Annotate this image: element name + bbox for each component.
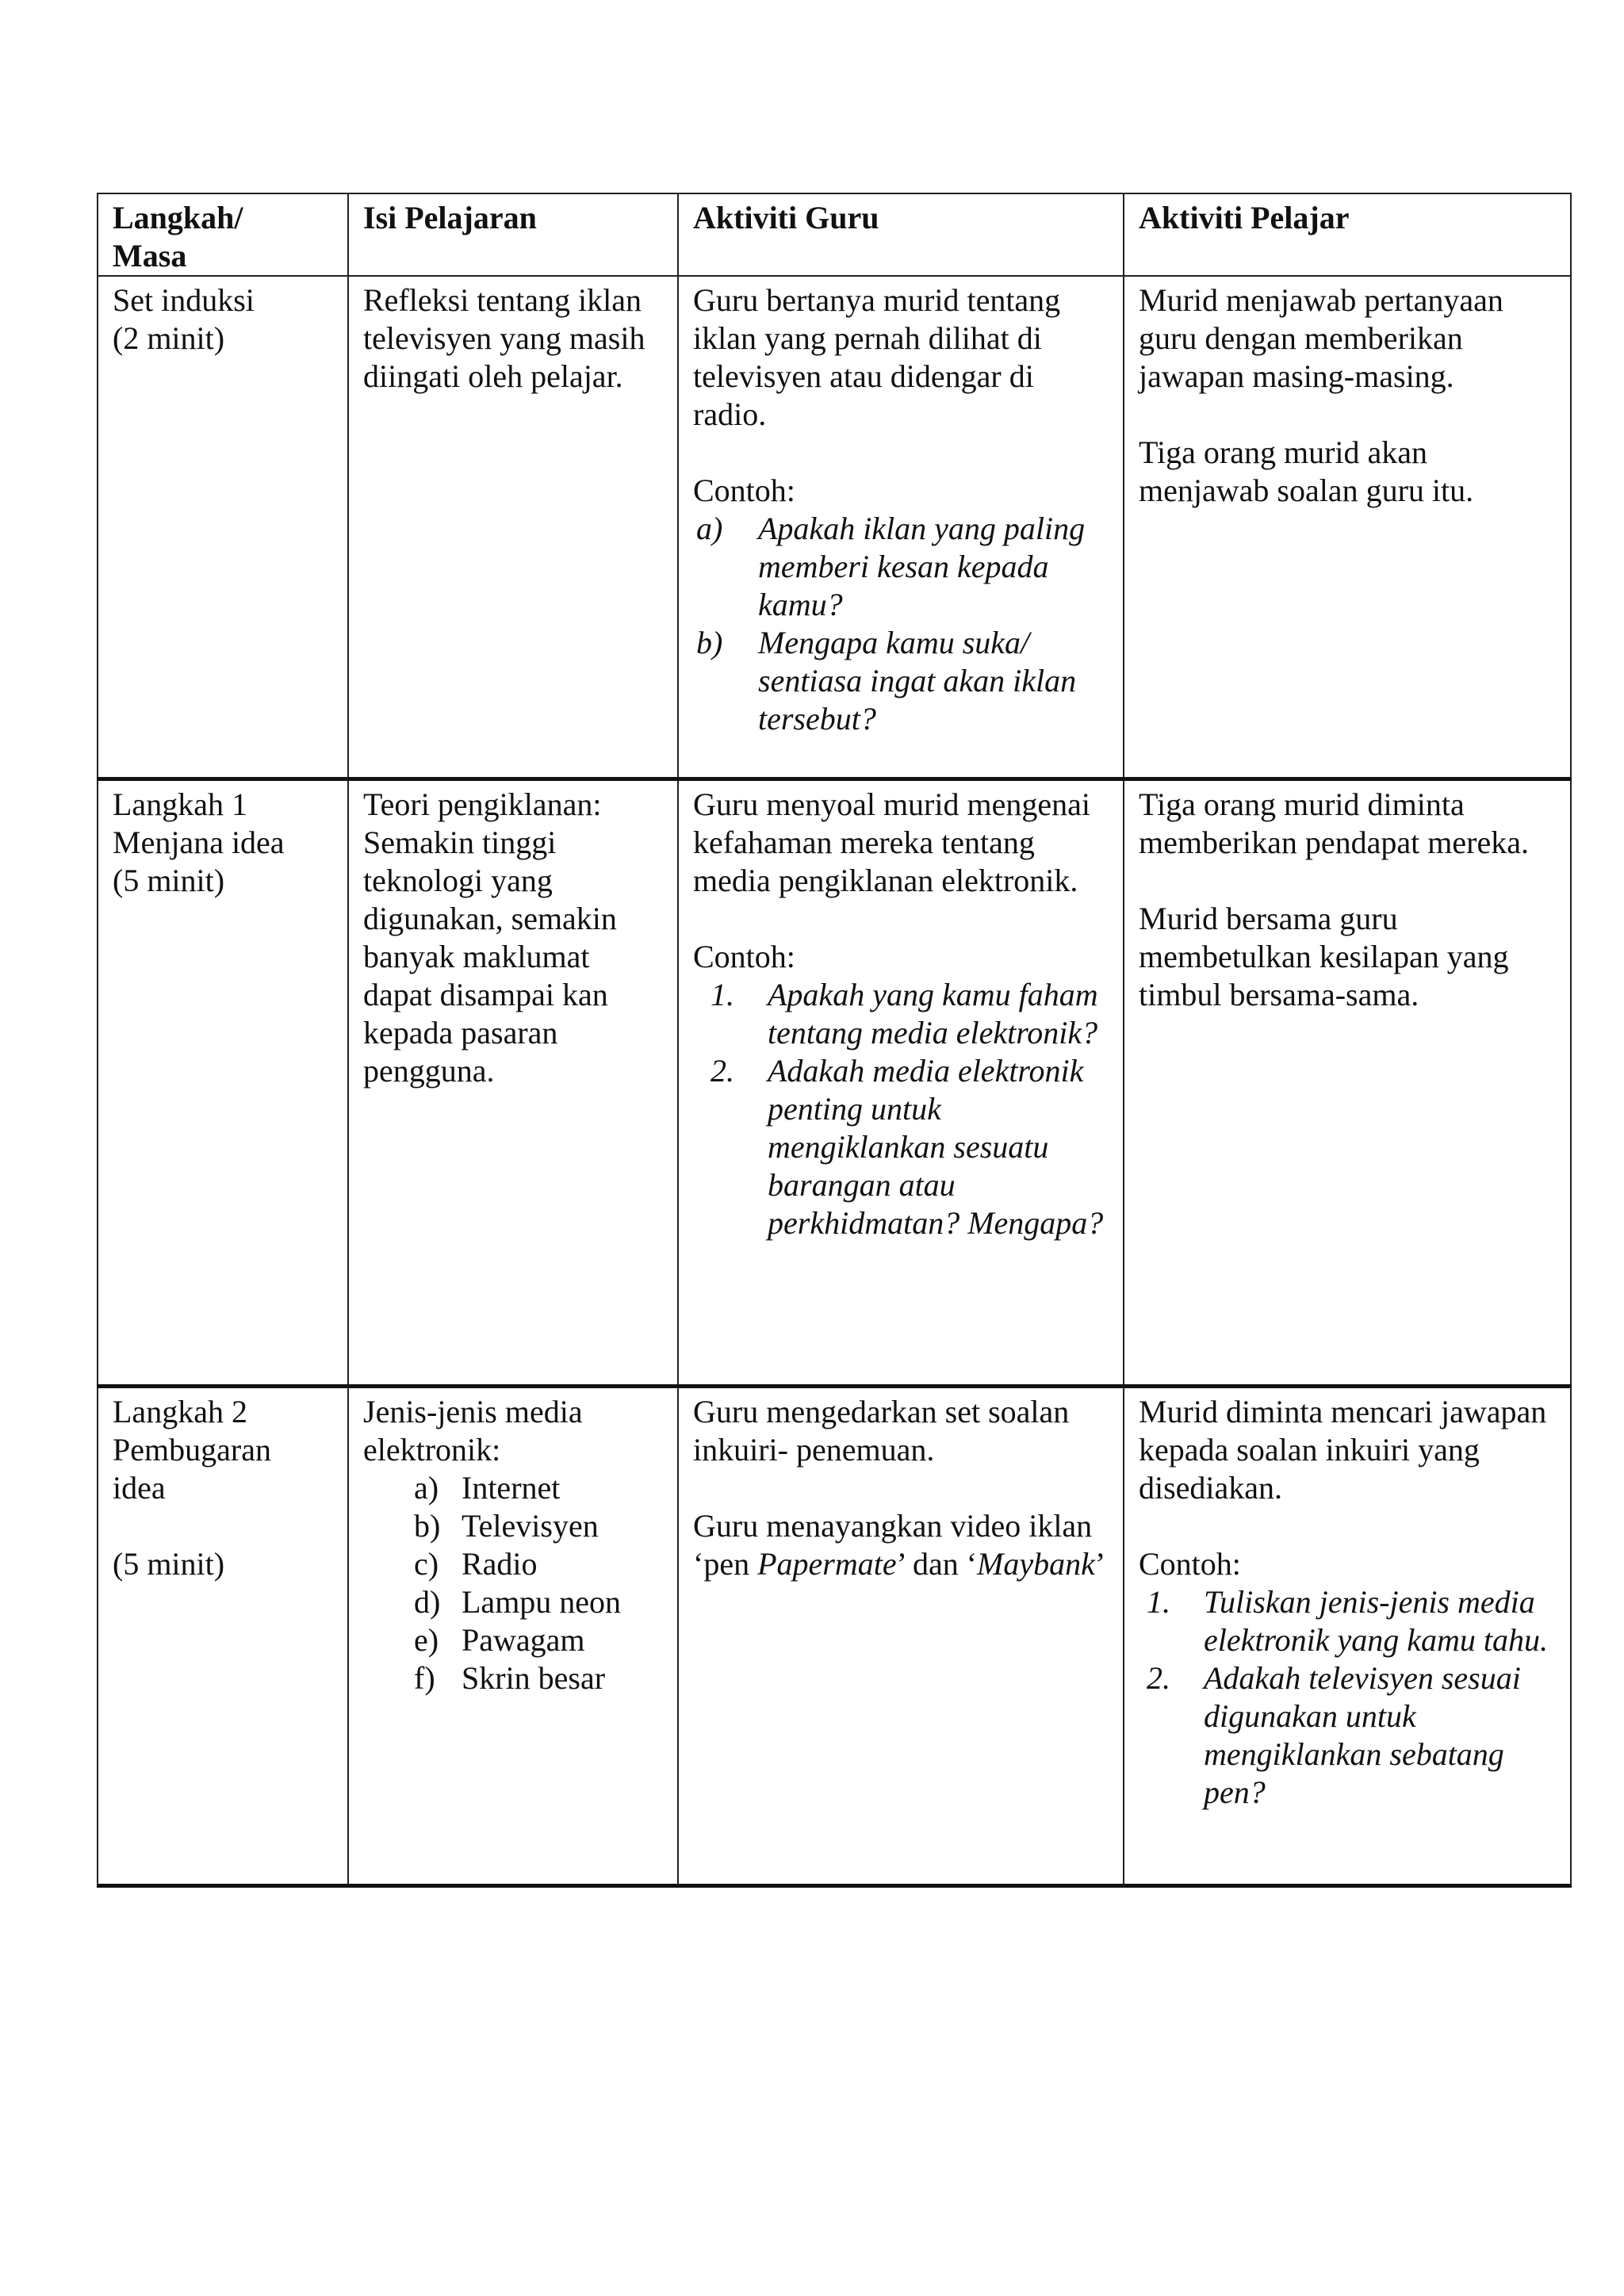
cell-langkah: Langkah 2 Pembugaran idea (5 minit) xyxy=(98,1386,348,1885)
cell-guru: Guru bertanya murid tentang iklan yang pernah dilihat di televisyen atau didengar di radio. Contoh: a) Apakah iklan yang paling memberi kesan kepada kamu? b) Mengapa kamu suka/ sentiasa ingat akan iklan tersebut? xyxy=(678,276,1124,779)
header-aktiviti-guru: Aktiviti Guru xyxy=(678,193,1124,276)
table-row xyxy=(98,1386,1571,1885)
header-aktiviti-pelajar: Aktiviti Pelajar xyxy=(1124,193,1571,276)
list-item: b) Televisyen xyxy=(414,1507,599,1544)
cell-guru: Guru mengedarkan set soalan inkuiri- penemuan. Guru menayangkan video iklan ‘pen Papermate’ dan ‘Maybank’ xyxy=(678,1386,1124,1885)
cell-pelajar: Tiga orang murid diminta memberikan pendapat mereka. Murid bersama guru membetulkan kesilapan yang timbul bersama-sama. xyxy=(1124,779,1571,1386)
header-langkah-masa: Langkah/ Masa xyxy=(98,193,348,276)
list-item: b) Mengapa kamu suka/ sentiasa ingat akan iklan tersebut? xyxy=(696,625,1077,737)
cell-pelajar: Murid menjawab pertanyaan guru dengan memberikan jawapan masing-masing. Tiga orang murid akan menjawab soalan guru itu. xyxy=(1124,276,1571,779)
cell-langkah: Langkah 1 Menjana idea (5 minit) xyxy=(98,779,348,1386)
table-row xyxy=(98,779,1571,1386)
header-isi-pelajaran: Isi Pelajaran xyxy=(348,193,678,276)
list-item: c) Radio xyxy=(414,1545,538,1582)
list-item: f) Skrin besar xyxy=(414,1659,606,1696)
list-item: 1. Apakah yang kamu faham tentang media elektronik? xyxy=(710,976,1098,1050)
list-item: d) Lampu neon xyxy=(414,1583,622,1620)
list-item: e) Pawagam xyxy=(414,1621,585,1658)
video-iklan-text: Guru menayangkan video iklan ‘pen Papermate’ dan ‘Maybank’ xyxy=(693,1507,1106,1582)
example-list xyxy=(693,510,1109,738)
cell-langkah: Set induksi (2 minit) xyxy=(98,276,348,779)
list-item: a) Apakah iklan yang paling memberi kesan kepada kamu? xyxy=(696,511,1086,622)
cell-isi: Teori pengiklanan: Semakin tinggi teknologi yang digunakan, semakin banyak maklumat dapat disampai kan kepada pasaran pengguna. xyxy=(348,779,678,1386)
example-list xyxy=(1139,1583,1556,1812)
cell-isi: Jenis-jenis media elektronik: a) Internet b) Televisyen c) Radio d) Lampu neon e) Pawagam f) Skrin besar xyxy=(348,1386,678,1885)
example-list xyxy=(693,976,1109,1242)
list-item: 2. Adakah televisyen sesuai digunakan untuk mengiklankan sebatang pen? xyxy=(1147,1659,1521,1810)
header-row xyxy=(98,193,1571,276)
table-row xyxy=(98,276,1571,779)
list-item: 2. Adakah media elektronik penting untuk mengiklankan sesuatu barangan atau perkhidmatan? Mengapa? xyxy=(710,1052,1104,1241)
cell-isi: Refleksi tentang iklan televisyen yang masih diingati oleh pelajar. xyxy=(348,276,678,779)
cell-guru: Guru menyoal murid mengenai kefahaman mereka tentang media pengiklanan elektronik. Contoh: 1. Apakah yang kamu faham tentang media elektronik? 2. Adakah media elektronik penting untuk mengiklankan sesuatu barangan atau perkhidmatan? Mengapa? xyxy=(678,779,1124,1386)
cell-pelajar: Murid diminta mencari jawapan kepada soalan inkuiri yang disediakan. Contoh: 1. Tuliskan jenis-jenis media elektronik yang kamu tahu. 2. Adakah televisyen sesuai digunakan untuk mengiklankan sebatang pen? xyxy=(1124,1386,1571,1885)
media-list xyxy=(363,1469,663,1697)
lesson-plan-table xyxy=(97,193,1572,1888)
list-item: 1. Tuliskan jenis-jenis media elektronik yang kamu tahu. xyxy=(1147,1583,1548,1658)
list-item: a) Internet xyxy=(414,1469,561,1506)
